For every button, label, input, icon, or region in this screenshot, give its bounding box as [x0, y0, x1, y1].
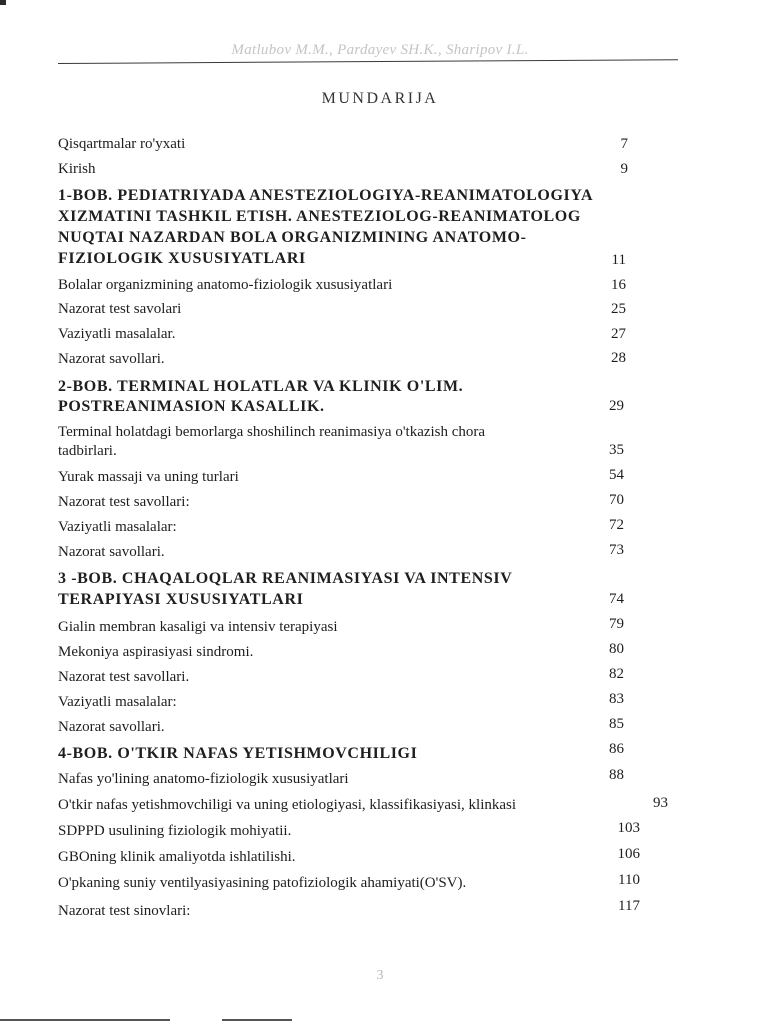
toc-entry-page: 27	[611, 326, 626, 342]
toc-entry-text: Gialin membran kasaligi va intensiv terapiyasi	[58, 619, 338, 635]
toc-entry-text: O'pkaning suniy ventilyasiyasining patofiziologik ahamiyati(O'SV).	[58, 875, 467, 891]
toc-entry-text: Nazorat savollari.	[58, 544, 165, 560]
toc-entry-text: Nazorat savollari.	[58, 351, 165, 367]
toc-entry-page: 70	[609, 492, 624, 508]
toc-entry-text: Nazorat test savolari	[58, 301, 182, 317]
scan-corner-mark	[0, 0, 6, 5]
header-rule	[58, 59, 678, 64]
chapter-heading-line: FIZIOLOGIK XUSUSIYATLARI	[58, 250, 306, 267]
running-header-authors: Matlubov M.M., Pardayev SH.K., Sharipov I.L.	[231, 42, 529, 58]
toc-entry-page: 80	[609, 641, 624, 657]
toc-entry-page: 82	[609, 666, 624, 682]
toc-entry-page: 83	[609, 691, 624, 707]
footer-rule	[0, 1019, 170, 1021]
toc-entry-text: GBOning klinik amaliyotda ishlatilishi.	[58, 849, 296, 865]
chapter-heading-line: XIZMATINI TASHKIL ETISH. ANESTEZIOLOG-REANIMATOLOG	[58, 208, 581, 225]
chapter-heading-line: POSTREANIMASION KASALLIK.	[58, 398, 325, 415]
toc-entry-page: 16	[611, 277, 626, 293]
toc-entry-page: 28	[611, 350, 626, 366]
toc-entry-page: 73	[609, 542, 624, 558]
toc-entry-text: O'tkir nafas yetishmovchiligi va uning etiologiyasi, klassifikasiyasi, klinkasi	[58, 797, 517, 813]
toc-entry-text: Yurak massaji va uning turlari	[58, 469, 239, 485]
toc-entry-text: Nazorat savollari.	[58, 719, 165, 735]
chapter-heading-line: 1-BOB. PEDIATRIYADA ANESTEZIOLOGIYA-REANIMATOLOGIYA	[58, 187, 594, 204]
toc-entry-text: Nazorat test savollari.	[58, 669, 190, 685]
toc-entry-page: 110	[618, 872, 640, 888]
toc-entry-page: 93	[653, 795, 668, 811]
toc-entry-text: Mekoniya aspirasiyasi sindromi.	[58, 644, 254, 660]
toc-entry-page: 103	[617, 820, 640, 836]
toc-entry-page: 7	[620, 136, 628, 152]
toc-entry-text: SDPPD usulining fiziologik mohiyatii.	[58, 823, 292, 839]
chapter-heading-page: 11	[611, 252, 626, 268]
toc-entry-text: Qisqartmalar ro'yxati	[58, 136, 186, 152]
toc-entry-page: 54	[609, 467, 624, 483]
toc-entry-page: 88	[609, 767, 624, 783]
toc-entry-page: 25	[611, 301, 626, 317]
chapter-heading-page: 29	[609, 398, 624, 414]
footer-rule	[222, 1019, 292, 1021]
toc-entry-text: Bolalar organizmining anatomo-fiziologik xususiyatlari	[58, 277, 393, 293]
chapter-heading-line: 4-BOB. O'TKIR NAFAS YETISHMOVCHILIGI	[58, 745, 418, 762]
toc-entry-text: Vaziyatli masalalar:	[58, 694, 177, 710]
toc-entry-text: Vaziyatli masalalar.	[58, 326, 176, 342]
chapter-heading-page: 74	[609, 591, 624, 607]
toc-entry-text: tadbirlari.	[58, 443, 117, 459]
toc-entry-page: 85	[609, 716, 624, 732]
page-number: 3	[376, 968, 384, 983]
chapter-heading-line: TERAPIYASI XUSUSIYATLARI	[58, 591, 304, 608]
toc-entry-text: Kirish	[58, 161, 96, 177]
toc-entry-page: 79	[609, 616, 624, 632]
toc-entry-page: 72	[609, 517, 624, 533]
chapter-heading-line: NUQTAI NAZARDAN BOLA ORGANIZMINING ANATOMO-	[58, 229, 527, 246]
toc-entry-text: Vaziyatli masalalar:	[58, 519, 177, 535]
toc-entry-page: 106	[617, 846, 640, 862]
toc-entry-text: Nafas yo'lining anatomo-fiziologik xususiyatlari	[58, 771, 349, 787]
chapter-heading-line: 2-BOB. TERMINAL HOLATLAR VA KLINIK O'LIM.	[58, 378, 464, 395]
toc-entry-text: Nazorat test savollari:	[58, 494, 190, 510]
toc-entry-text: Nazorat test sinovlari:	[58, 903, 191, 919]
chapter-heading-line: 3 -BOB. CHAQALOQLAR REANIMASIYASI VA INTENSIV	[58, 570, 513, 587]
chapter-heading-page: 86	[609, 741, 624, 757]
toc-entry-page: 9	[620, 161, 628, 177]
toc-title: MUNDARIJA	[321, 90, 439, 107]
toc-entry-text: Terminal holatdagi bemorlarga shoshilinch reanimasiya o'tkazish chora	[58, 424, 486, 440]
toc-entry-page: 35	[609, 442, 624, 458]
toc-entry-page: 117	[618, 898, 640, 914]
